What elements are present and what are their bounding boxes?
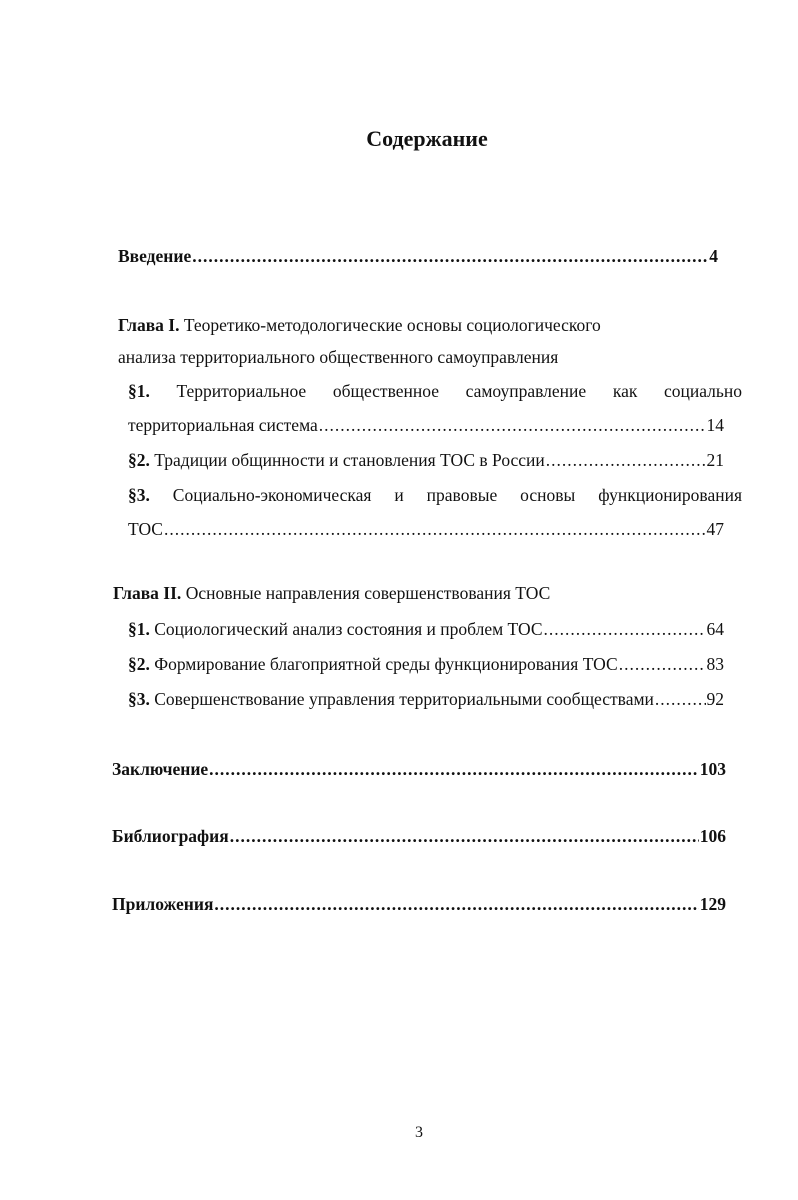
toc-entry-ch1-s1-line2[interactable] bbox=[128, 414, 724, 436]
word: самоуправление bbox=[465, 381, 587, 401]
section-number: §1. bbox=[128, 619, 150, 639]
word: Социально-экономическая bbox=[172, 485, 372, 505]
toc-entry-label: ТОС bbox=[128, 519, 163, 539]
word: как bbox=[612, 381, 638, 401]
toc-entry-intro[interactable] bbox=[118, 245, 718, 267]
leader-dots bbox=[164, 518, 706, 540]
chapter-2-prefix: Глава II. bbox=[113, 583, 182, 603]
section-number: §3. bbox=[128, 689, 150, 709]
toc-entry-label bbox=[128, 618, 543, 640]
toc-entry-page: 92 bbox=[706, 689, 724, 709]
page-title: Содержание bbox=[366, 126, 488, 151]
toc-entry-label: территориальная система bbox=[128, 415, 318, 435]
section-number: §1. bbox=[128, 381, 150, 401]
toc-entry-bibliography[interactable] bbox=[112, 825, 726, 847]
word: социально bbox=[663, 381, 742, 401]
chapter-1-title-line1: Теоретико-методологические основы социологического bbox=[183, 315, 601, 335]
toc-entry-page: 14 bbox=[706, 415, 724, 435]
section-title: Традиции общинности и становления ТОС в России bbox=[154, 450, 545, 470]
leader-dots bbox=[214, 893, 698, 915]
word: функционирования bbox=[598, 485, 742, 505]
toc-entry-page: 21 bbox=[706, 450, 724, 470]
toc-entry-label: Заключение bbox=[112, 759, 209, 779]
toc-entry-page: 103 bbox=[699, 759, 726, 779]
leader-dots bbox=[230, 825, 699, 847]
toc-entry-label bbox=[128, 449, 545, 471]
toc-entry-ch2-s3[interactable] bbox=[128, 688, 724, 710]
leader-dots bbox=[544, 618, 706, 640]
section-number: §3. bbox=[128, 485, 150, 505]
toc-entry-ch2-s1[interactable] bbox=[128, 618, 724, 640]
section-number: §2. bbox=[128, 654, 150, 674]
toc-entry-label: Библиография bbox=[112, 826, 229, 846]
chapter-2-title: Основные направления совершенствования ТОС bbox=[185, 583, 551, 603]
chapter-1-heading bbox=[118, 314, 601, 336]
section-title: Формирование благоприятной среды функционирования ТОС bbox=[154, 654, 618, 674]
toc-entry-ch1-s1-line1[interactable] bbox=[128, 380, 742, 402]
chapter-1-title-line2: анализа территориального общественного самоуправления bbox=[118, 347, 559, 367]
toc-entry-ch1-s3-line1[interactable] bbox=[128, 484, 742, 506]
toc-entry-page: 129 bbox=[699, 894, 726, 914]
section-title: Совершенствование управления территориальными сообществами bbox=[154, 689, 654, 709]
toc-entry-label: Введение bbox=[118, 246, 192, 266]
page-number: 3 bbox=[415, 1124, 423, 1141]
toc-entry-label bbox=[128, 688, 654, 710]
toc-entry-ch1-s2[interactable] bbox=[128, 449, 724, 471]
toc-entry-appendices[interactable] bbox=[112, 893, 726, 915]
word: Территориальное bbox=[176, 381, 307, 401]
toc-entry-ch1-s3-line2[interactable] bbox=[128, 518, 724, 540]
chapter-1-prefix: Глава I. bbox=[118, 315, 180, 335]
word: основы bbox=[520, 485, 576, 505]
toc-entry-page: 64 bbox=[706, 619, 724, 639]
toc-entry-page: 106 bbox=[699, 826, 726, 846]
section-title: Социологический анализ состояния и проблем ТОС bbox=[154, 619, 543, 639]
chapter-2-heading bbox=[113, 582, 550, 604]
word: и bbox=[394, 485, 404, 505]
toc-entry-page: 4 bbox=[709, 246, 718, 266]
leader-dots bbox=[655, 688, 706, 710]
leader-dots bbox=[209, 758, 699, 780]
word: общественное bbox=[332, 381, 439, 401]
toc-entry-page: 83 bbox=[706, 654, 724, 674]
toc-entry-label bbox=[128, 653, 618, 675]
word: правовые bbox=[426, 485, 498, 505]
toc-entry-label: Приложения bbox=[112, 894, 214, 914]
leader-dots bbox=[319, 414, 706, 436]
leader-dots bbox=[546, 449, 706, 471]
section-number: §2. bbox=[128, 450, 150, 470]
toc-entry-page: 47 bbox=[706, 519, 724, 539]
leader-dots bbox=[619, 653, 706, 675]
toc-entry-ch2-s2[interactable] bbox=[128, 653, 724, 675]
toc-entry-conclusion[interactable] bbox=[112, 758, 726, 780]
leader-dots bbox=[192, 245, 708, 267]
